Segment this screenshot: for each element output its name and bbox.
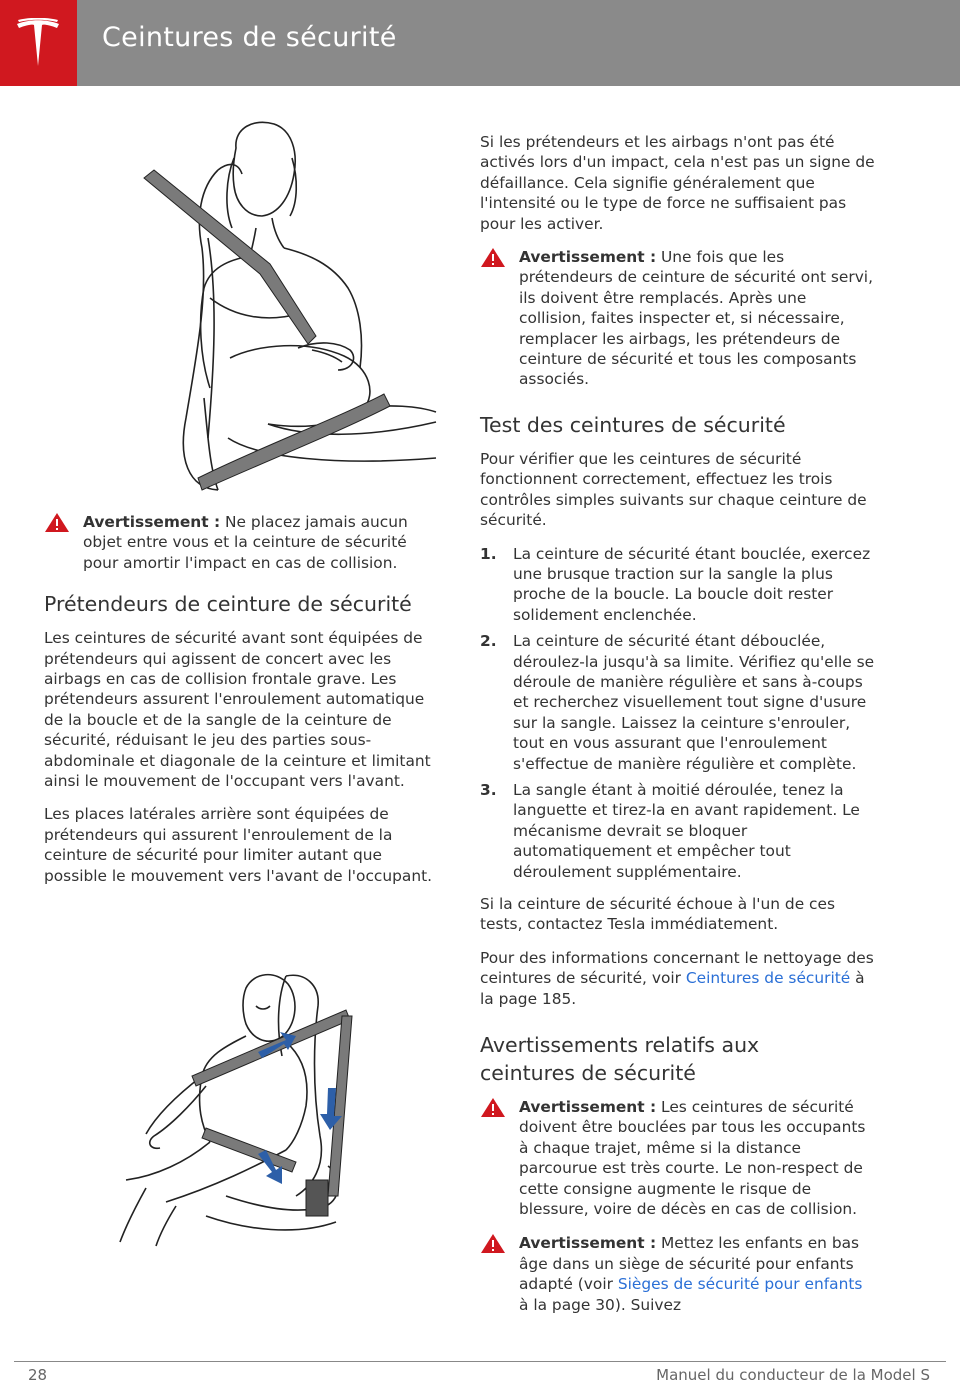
warning-box: [480, 247, 875, 390]
page-header: [0, 0, 960, 86]
section-title-test: Test des ceintures de sécurité: [480, 412, 786, 437]
cleaning-text: Pour des informations concernant le nettoyage des ceintures de sécurité, voir: [480, 948, 874, 988]
warning-title: Avertissement :: [83, 513, 221, 531]
list-item: [480, 780, 875, 882]
tesla-logo-icon: [15, 18, 61, 68]
footer-divider: [14, 1361, 946, 1362]
step-number: 3.: [480, 780, 497, 799]
section-title-pretensioners: Prétendeurs de ceinture de sécurité: [44, 592, 412, 617]
warning-text: Mettez les enfants en bas âge dans un siège de sécurité pour enfants adapté (voir: [519, 1234, 860, 1294]
cleaning-link[interactable]: Ceintures de sécurité: [685, 969, 851, 988]
warning-box: [480, 1233, 875, 1315]
page-title: Ceintures de sécurité: [102, 22, 397, 53]
paragraph: Les places latérales arrière sont équipées de prétendeurs qui assurent l'enroulement de la ceinture de sécurité pour limiter autant que possible le mouvement vers l'avant de l'occupant.: [44, 805, 433, 885]
warning-box: [480, 1097, 875, 1219]
warning-title: Avertissement :: [519, 1098, 657, 1117]
test-steps-list: [480, 544, 875, 883]
warning-triangle-icon: [480, 1233, 506, 1254]
warning-text: Une fois que les prétendeurs de ceinture de sécurité ont servi, ils doivent être remplacés. Après une collision, faites inspecter et, si nécessaire, remplacer les airbags, les prétendeurs de ceinture de sécurité et tous les composants associés.: [519, 248, 873, 389]
paragraph: Si les prétendeurs et les airbags n'ont pas été activés lors d'un impact, cela n'est pas un signe de défaillance. Cela signifie généralement que l'intensité ou le type de force ne suffisaient pas pour les activer.: [480, 133, 875, 233]
step-number: 2.: [480, 632, 497, 651]
section-title-line: ceintures de sécurité: [480, 1061, 696, 1086]
left-column: [44, 512, 436, 899]
paragraph: Si la ceinture de sécurité échoue à l'un de ces tests, contactez Tesla immédiatement.: [480, 895, 835, 934]
section-title-warnings: [480, 1031, 875, 1087]
paragraph: Les ceintures de sécurité avant sont équipées de prétendeurs qui agissent de concert avec les airbags en cas de collision frontale grave. Les prétendeurs assurent l'enroulement automatique de la boucle et de la sangle de la ceinture de sécurité, réduisant le jeu des parties sous-abdominale et diagonale de la ceinture et limitant ainsi le mouvement de l'occupant vers l'avant.: [44, 629, 431, 791]
right-column: [480, 132, 875, 1329]
warning-text: Ne placez jamais aucun objet entre vous et la ceinture de sécurité pour amortir l'impact en cas de collision.: [83, 513, 408, 572]
paragraph: Pour vérifier que les ceintures de sécurité fonctionnent correctement, effectuez les trois contrôles simples suivants sur chaque ceinture de sécurité.: [480, 449, 867, 530]
warning-triangle-icon: [480, 1097, 506, 1118]
pregnant-woman-seatbelt-illustration: [138, 118, 438, 494]
list-item: [480, 631, 875, 774]
warning-title: Avertissement :: [519, 1234, 657, 1253]
seatbelt-test-illustration: [106, 966, 362, 1248]
warning-box: [44, 512, 436, 573]
list-item: [480, 544, 875, 626]
step-text: La ceinture de sécurité étant débouclée, déroulez-la jusqu'à sa limite. Vérifiez qu'elle se déroule de manière régulière et sans à-coups et recherchez visuellement tout signe d'usure sur la sangle. Laissez la ceinture s'enrouler, tout en vous assurant que l'enroulement s'effectue de manière régulière et complète.: [513, 632, 875, 773]
warning-title: Avertissement :: [519, 248, 657, 267]
warning-text-after: à la page 30). Suivez: [519, 1295, 682, 1314]
step-number: 1.: [480, 544, 497, 563]
page-number: 28: [28, 1366, 48, 1384]
manual-title: Manuel du conducteur de la Model S: [656, 1366, 930, 1384]
cleaning-text-after: à la page 185.: [480, 969, 865, 1008]
warning-text: Les ceintures de sécurité doivent être bouclées par tous les occupants à chaque trajet, même si la distance parcourue est très courte. Le non-respect de cette consigne augmente le risque de blessure, voire de décès en cas de collision.: [519, 1098, 866, 1219]
tesla-logo: [0, 0, 77, 86]
step-text: La sangle étant à moitié déroulée, tenez la languette et tirez-la en avant rapidement. Le mécanisme devrait se bloquer automatiquement et empêcher tout déroulement supplémentaire.: [513, 780, 860, 881]
step-text: La ceinture de sécurité étant bouclée, exercez une brusque traction sur la sangle la plus proche de la boucle. La boucle doit rester solidement enclenchée.: [513, 544, 871, 624]
warning-triangle-icon: [480, 247, 506, 268]
paragraph-cleaning: [480, 948, 875, 1009]
child-seats-link[interactable]: Sièges de sécurité pour enfants: [617, 1275, 863, 1294]
section-title-line: Avertissements relatifs aux: [480, 1033, 760, 1058]
warning-triangle-icon: [44, 512, 70, 533]
